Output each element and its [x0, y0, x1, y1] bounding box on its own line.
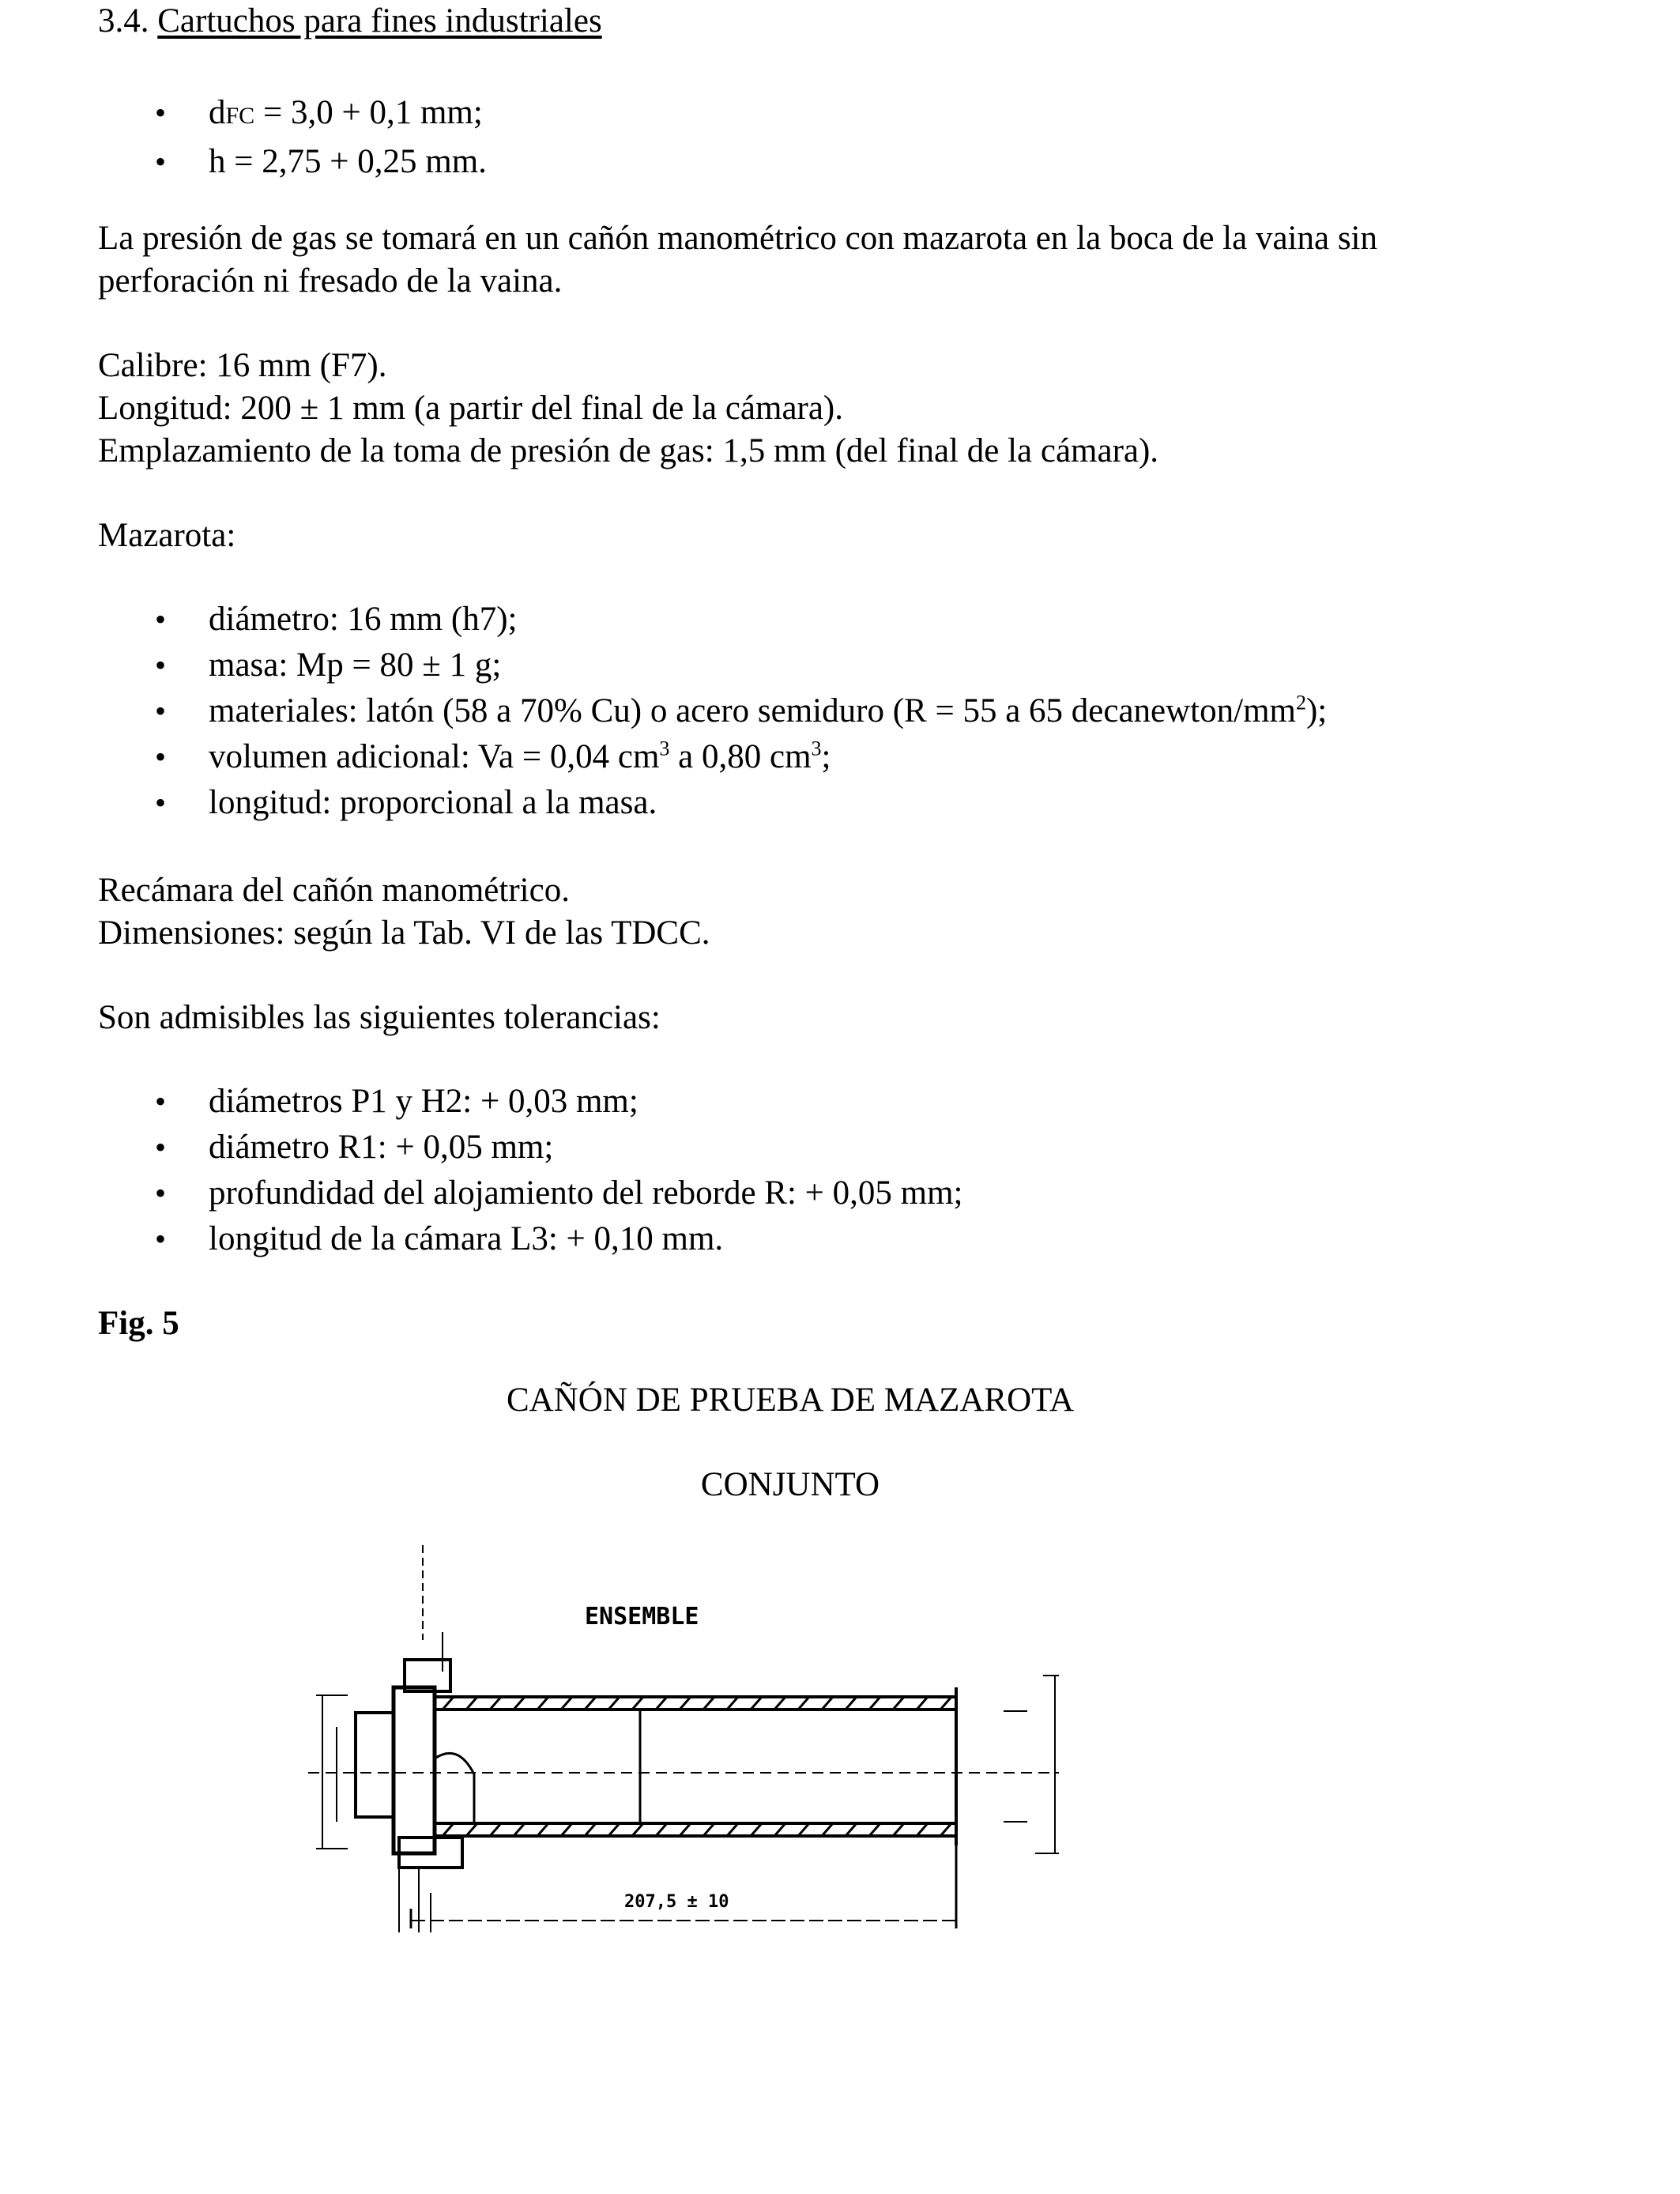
list-item: • materiales: latón (58 a 70% Cu) o acero semiduro (R = 55 a 65 decanewton/$mm^2$); [98, 688, 1327, 734]
list-item: • volumen adicional: Va = 0,04 $cm^3$ a 0,80 $cm^3$; [98, 734, 1327, 780]
list-item: • profundidad del alojamiento del reborde R: + 0,05 mm; [98, 1171, 963, 1216]
list-item: • diámetro: 16 mm (h7); [98, 597, 1327, 643]
dimensiones-line: Dimensiones: según la Tab. VI de las TDCC. [98, 914, 710, 952]
spec-calibre: Calibre: 16 mm (F7). [98, 347, 387, 384]
spec-emplazamiento: Emplazamiento de la toma de presión de gas: 1,5 mm (del final de la cámara). [98, 432, 1159, 469]
technical-drawing [261, 1521, 1090, 1932]
paragraph-line: La presión de gas se tomará en un cañón manométrico con mazarota en la boca de la vaina sin [98, 220, 1378, 257]
dimension-list [98, 90, 487, 185]
hatching-top [443, 1697, 951, 1710]
paragraph-line: perforación ni fresado de la vaina. [98, 262, 563, 300]
section-number: 3.4. [98, 2, 158, 40]
mazarota-list [98, 597, 1327, 826]
list-item: • longitud de la cámara L3: + 0,10 mm. [98, 1216, 963, 1262]
list-item: • longitud: proporcional a la masa. [98, 780, 1327, 826]
section-heading [98, 0, 602, 43]
hatching-bottom [443, 1823, 951, 1836]
mazarota-label: Mazarota: [98, 517, 236, 554]
breech-body [394, 1687, 435, 1853]
figure-subtitle: CONJUNTO [700, 1466, 880, 1503]
list-item: • diámetro R1: + 0,05 mm; [98, 1125, 963, 1171]
list-item: • diámetros P1 y H2: + 0,03 mm; [98, 1079, 963, 1125]
figure-title: CAÑÓN DE PRUEBA DE MAZAROTA [506, 1382, 1075, 1419]
overall-length-value: 207,5 ± 10 [624, 1892, 729, 1912]
section-title: Cartuchos para fines industriales [157, 2, 602, 40]
list-item: • masa: Mp = 80 ± 1 g; [98, 643, 1327, 688]
list-item: • h = 2,75 + 0,25 mm. [98, 139, 487, 185]
drawing-label: ENSEMBLE [585, 1603, 699, 1630]
tolerancias-list [98, 1079, 963, 1262]
figure-label: Fig. 5 [98, 1305, 179, 1342]
list-item: • dFC = 3,0 + 0,1 mm; [98, 90, 487, 139]
spec-longitud: Longitud: 200 ± 1 mm (a partir del final de la cámara). [98, 390, 843, 427]
recamara-line: Recámara del cañón manométrico. [98, 872, 570, 909]
tolerancias-intro: Son admisibles las siguientes tolerancias: [98, 999, 661, 1036]
breech-block [356, 1713, 394, 1817]
chamber-curve [435, 1753, 474, 1823]
